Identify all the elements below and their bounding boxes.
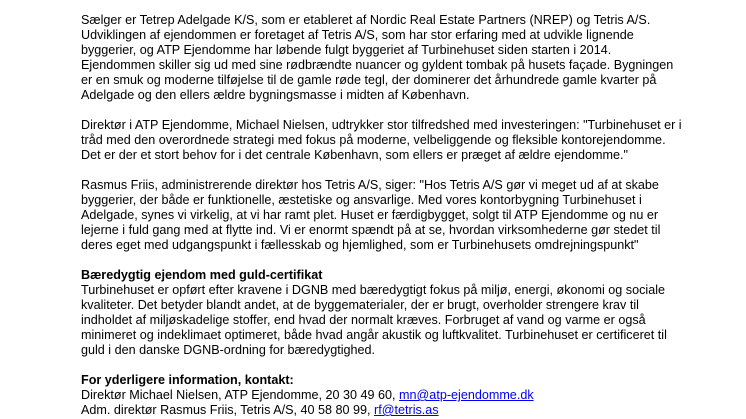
contact-text: Adm. direktør Rasmus Friis, Tetris A/S, 40 58 80 99, [81,403,375,417]
paragraph-tetris-quote [81,178,726,253]
text-line: Rasmus Friis, administrerende direktør hos Tetris A/S, siger: "Hos Tetris A/S gør vi meget ud af at skabe [81,178,659,192]
text-line: Det er der et stort behov for i det centrale København, som ellers er præget af ældre ejendomme." [81,148,628,162]
contact-heading: For yderligere information, kontakt: [81,373,294,387]
text-line: Sælger er Tetrep Adelgade K/S, som er etableret af Nordic Real Estate Partners (NREP) og Tetris A/S. [81,13,651,27]
email-link-mn[interactable]: mn@atp-ejendomme.dk [399,388,534,402]
text-line: lejerne i fuld gang med at flytte ind. Vi er enormt spændt på at se, hvordan virksomhederne gør stedet til [81,223,661,237]
text-line: Direktør i ATP Ejendomme, Michael Nielsen, udtrykker stor tilfredshed med investeringen: "Turbinehuset er i [81,118,682,132]
text-line: Adelgade, synes vi virkelig, at vi har ramt plet. Huset er færdigbygget, solgt til ATP Ejendomme og nu er [81,208,659,222]
section-heading: Bæredygtig ejendom med guld-certifikat [81,268,323,282]
contact-section [81,373,726,418]
paragraph-sale [81,13,726,103]
contact-entry-michael-nielsen [81,388,726,403]
text-line: byggerier, der både er funktionelle, æstetiske og ansvarlige. Med vores kontorbygning Turbinehuset i [81,193,642,207]
text-line: byggerier, og ATP Ejendomme har løbende fulgt byggeriet af Turbinehuset siden starten i 2014. [81,43,612,57]
contact-block [81,373,726,418]
email-link-rf[interactable]: rf@tetris.as [374,403,439,417]
section-sustainability [81,268,726,358]
contact-entry-rasmus-friis [81,403,726,418]
text-line: Ejendommen skiller sig ud med sine rødbrændte nuancer og gyldent tombak på husets façade. Bygningen [81,58,674,72]
text-line: Turbinehuset er opført efter kravene i DGNB med bæredygtigt fokus på miljø, energi, økonomi og sociale [81,283,665,297]
contact-text: Direktør Michael Nielsen, ATP Ejendomme, 20 30 49 60, [81,388,400,402]
text-line: Adelgade og den ellers ældre bygningsmasse i midten af København. [81,88,470,102]
text-line: guld i den danske DGNB-ordning for bæredygtighed. [81,343,376,357]
text-line: kvaliteter. Det betyder blandt andet, at de byggematerialer, der er brugt, overholder strengere krav til [81,298,639,312]
text-line: er en smuk og moderne tilføjelse til de gamle røde tegl, der dominerer det århundrede gamle kvarter på [81,73,657,87]
text-line: indholdet af miljøskadelige stoffer, end hvad der normalt kræves. Forbruget af vand og varme er også [81,313,646,327]
text-line: tråd med den overordnede strategi med fokus på moderne, velbeliggende og fleksible kontorejendomme. [81,133,666,147]
text-line: Udviklingen af ejendommen er foretaget af Tetris A/S, som har stor erfaring med at udvikle lignende [81,28,634,42]
text-line: deres eget med udgangspunkt i fællesskab og hjemlighed, som er Turbinehusets omdrejningspunkt" [81,238,639,252]
paragraph-atp-quote [81,118,726,163]
text-line: minimeret og indeklimaet optimeret, både hvad angår akustik og luftkvalitet. Turbinehuset er certificeret til [81,328,667,342]
